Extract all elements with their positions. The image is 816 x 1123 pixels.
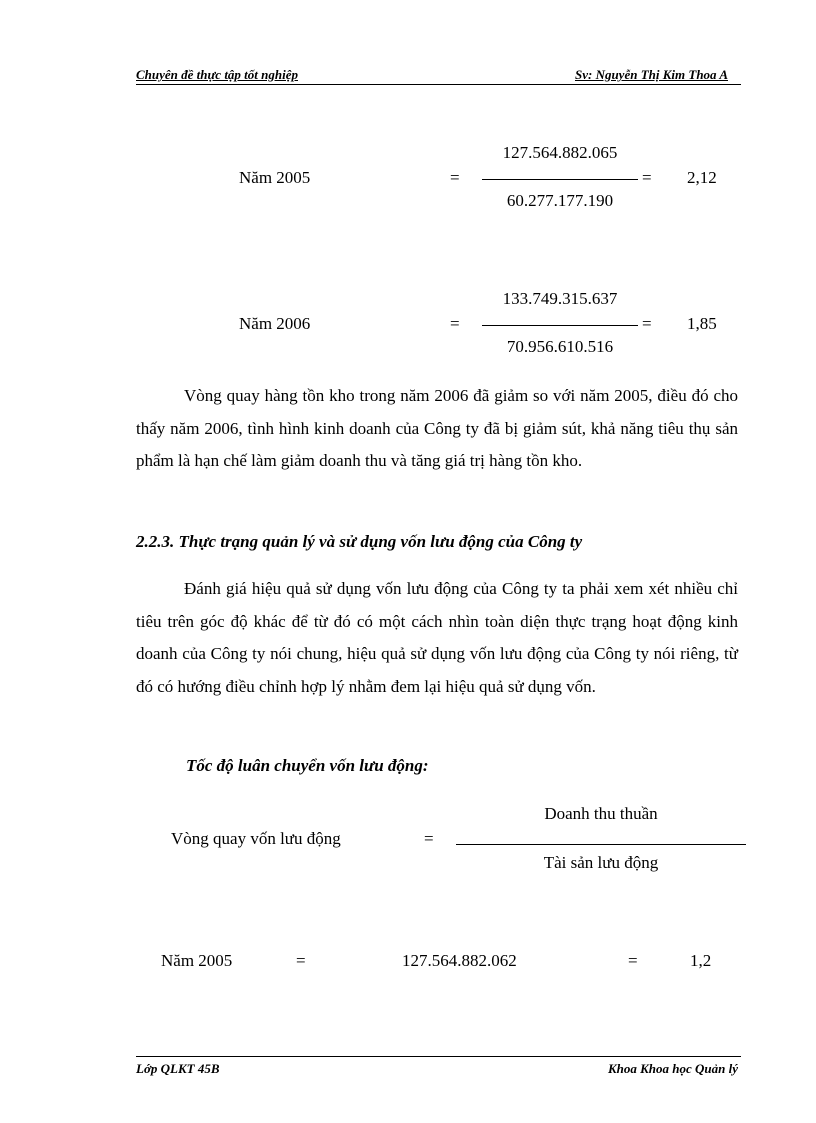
row-value: 127.564.882.062: [402, 951, 517, 970]
numerator: 133.749.315.637: [502, 289, 618, 308]
equals-sign: =: [424, 829, 434, 848]
equals-sign: =: [450, 314, 460, 333]
section-heading: 2.2.3. Thực trạng quản lý và sử dụng vốn lưu động của Công ty: [136, 532, 583, 551]
equals-sign: =: [628, 951, 638, 970]
definition-label: Vòng quay vốn lưu động: [171, 829, 341, 848]
fraction-bar: [456, 844, 746, 845]
numerator: 127.564.882.065: [502, 143, 618, 162]
fraction-bar: [482, 325, 638, 326]
row-result: 1,2: [690, 951, 712, 970]
paragraph-inventory-turnover: [136, 380, 738, 478]
denominator: 60.277.177.190: [506, 191, 614, 210]
footer-right: Khoa Khoa học Quản lý: [607, 1061, 738, 1076]
formula-label: Năm 2005: [239, 168, 311, 187]
paragraph-text: Vòng quay hàng tồn kho trong năm 2006 đã giảm so với năm 2005, điều đó cho thấy năm 2006, tình hình kinh doanh của Công ty đã bị giảm sút, khả năng tiêu thụ sản phẩm là hạn chế làm giảm doanh thu và tăng giá trị hàng tồn kho.: [136, 386, 738, 470]
header-right: Sv: Nguyễn Thị Kim Thoa A: [574, 67, 728, 82]
formula-result: 1,85: [687, 314, 717, 333]
header-left: Chuyên đề thực tập tốt nghiệp: [136, 67, 298, 82]
paragraph-text: Đánh giá hiệu quả sử dụng vốn lưu động của Công ty ta phải xem xét nhiều chỉ tiêu trên góc độ khác để từ đó có một cách nhìn toàn diện thực trạng hoạt động kinh doanh của Công ty nói chung, hiệu quả sử dụng vốn lưu động của Công ty nói riêng, từ đó có hướng điều chỉnh hợp lý nhằm đem lại hiệu quả sử dụng vốn.: [136, 579, 738, 696]
formula-label: Năm 2006: [239, 314, 311, 333]
formula-result: 2,12: [687, 168, 717, 187]
fraction-bar: [482, 179, 638, 180]
header-rule: [136, 84, 741, 85]
footer-rule: [136, 1056, 741, 1057]
numerator: Doanh thu thuần: [544, 804, 658, 823]
denominator: Tài sản lưu động: [543, 853, 659, 872]
equals-sign: =: [450, 168, 460, 187]
equals-sign: =: [296, 951, 306, 970]
equals-sign: =: [642, 314, 652, 333]
footer-left: Lớp QLKT 45B: [136, 1061, 220, 1076]
equals-sign: =: [642, 168, 652, 187]
paragraph-working-capital: [136, 573, 738, 703]
row-label: Năm 2005: [161, 951, 233, 970]
subheading: Tốc độ luân chuyển vốn lưu động:: [186, 756, 429, 775]
denominator: 70.956.610.516: [506, 337, 614, 356]
